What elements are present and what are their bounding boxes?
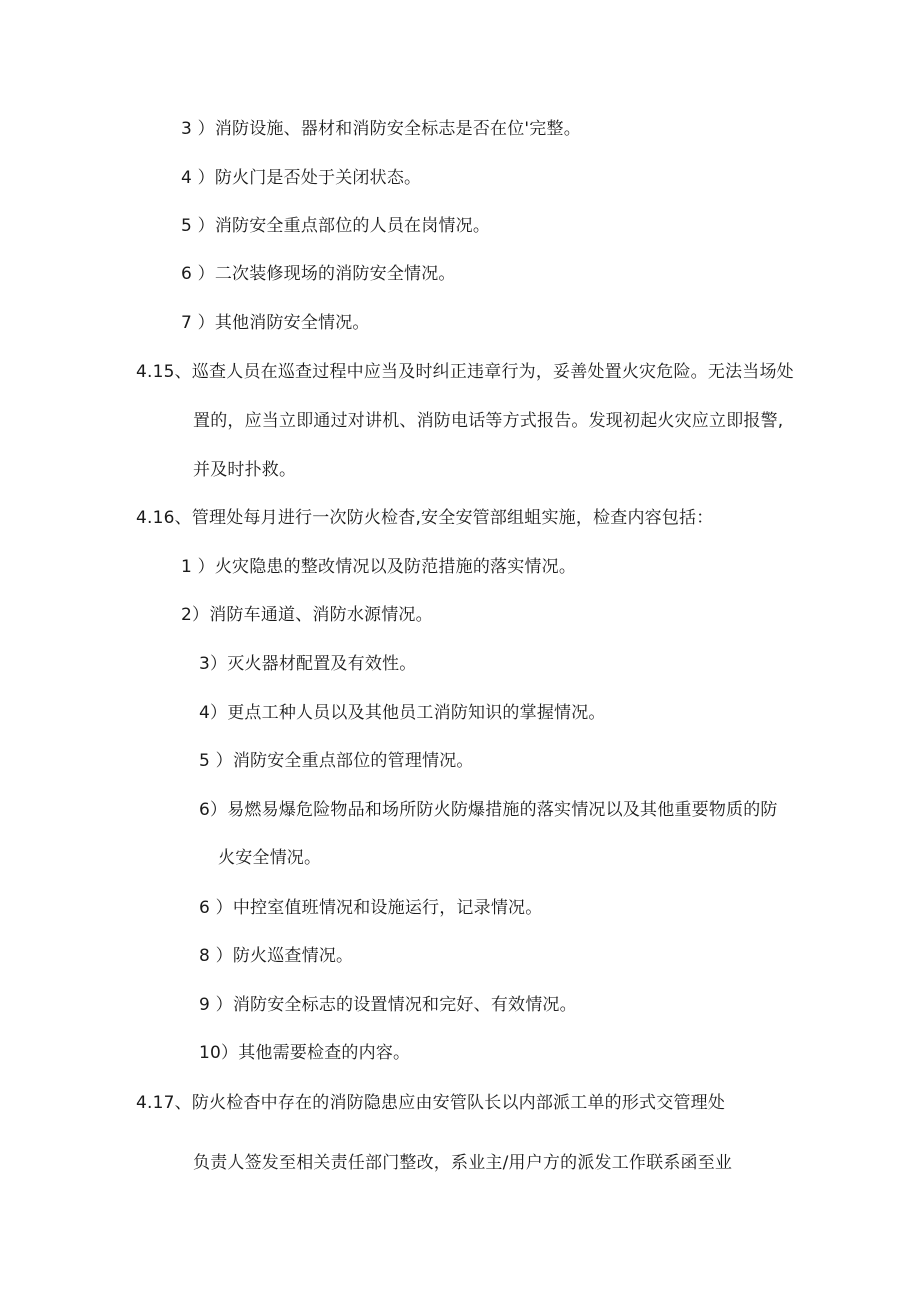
check-item-5: 5 ）消防安全重点部位的管理情况。 <box>199 751 474 771</box>
clause-4-15-continuation-1: 置的，应当立即通过对讲机、消防电话等方式报告。发现初起火灾应立即报警, <box>193 411 784 431</box>
clause-4-16: 4.16、管理处每月进行一次防火检杳,安全安管部组蛆实施，检查内容包括： <box>136 508 714 528</box>
check-item-2: 2）消防车通道、消防水源情况。 <box>181 605 433 625</box>
list-item-6-renovation: 6 ）二次装修现场的消防安全情况。 <box>181 264 456 284</box>
list-item-5-key-personnel: 5 ）消防安全重点部位的人员在岗情况。 <box>181 216 491 236</box>
check-item-8: 8 ）防火巡查情况。 <box>199 946 354 966</box>
clause-4-17-continuation: 负责人签发至相关责任部门整改，系业主/用户方的派发工作联系函至业 <box>193 1153 733 1173</box>
clause-4-17: 4.17、防火检杳中存在的消防隐患应由安管队长以内部派工单的形式交管理处 <box>136 1093 726 1113</box>
check-item-9: 9 ）消防安全标志的设置情况和完好、有效情况。 <box>199 995 577 1015</box>
check-item-3: 3）灭火器材配置及有效性。 <box>199 654 417 674</box>
check-item-10: 10）其他需要检查的内容。 <box>199 1043 411 1063</box>
check-item-4: 4）更点工种人员以及其他员工消防知识的掌握情况。 <box>199 703 606 723</box>
check-item-6-continuation: 火安全情况。 <box>218 848 322 868</box>
clause-4-15: 4.15、巡查人员在巡查过程中应当及时纠正违章行为，妥善处置火灾危险。无法当场处 <box>136 362 794 382</box>
clause-4-15-continuation-2: 并及时扑救。 <box>193 460 297 480</box>
check-item-1: 1 ）火灾隐患的整改情况以及防范措施的落实情况。 <box>181 557 577 577</box>
check-item-6-control-room: 6 ）中控室值班情况和设施运行，记录情况。 <box>199 898 543 918</box>
list-item-3-facilities: 3 ）消防设施、器材和消防安全标志是否在位'完整。 <box>181 119 581 139</box>
list-item-7-other: 7 ）其他消防安全情况。 <box>181 313 370 333</box>
check-item-6-hazardous: 6）易燃易爆危险物品和场所防火防爆措施的落实情况以及其他重要物质的防 <box>199 800 778 820</box>
list-item-4-fire-doors: 4 ）防火门是否处于关闭状态。 <box>181 168 422 188</box>
